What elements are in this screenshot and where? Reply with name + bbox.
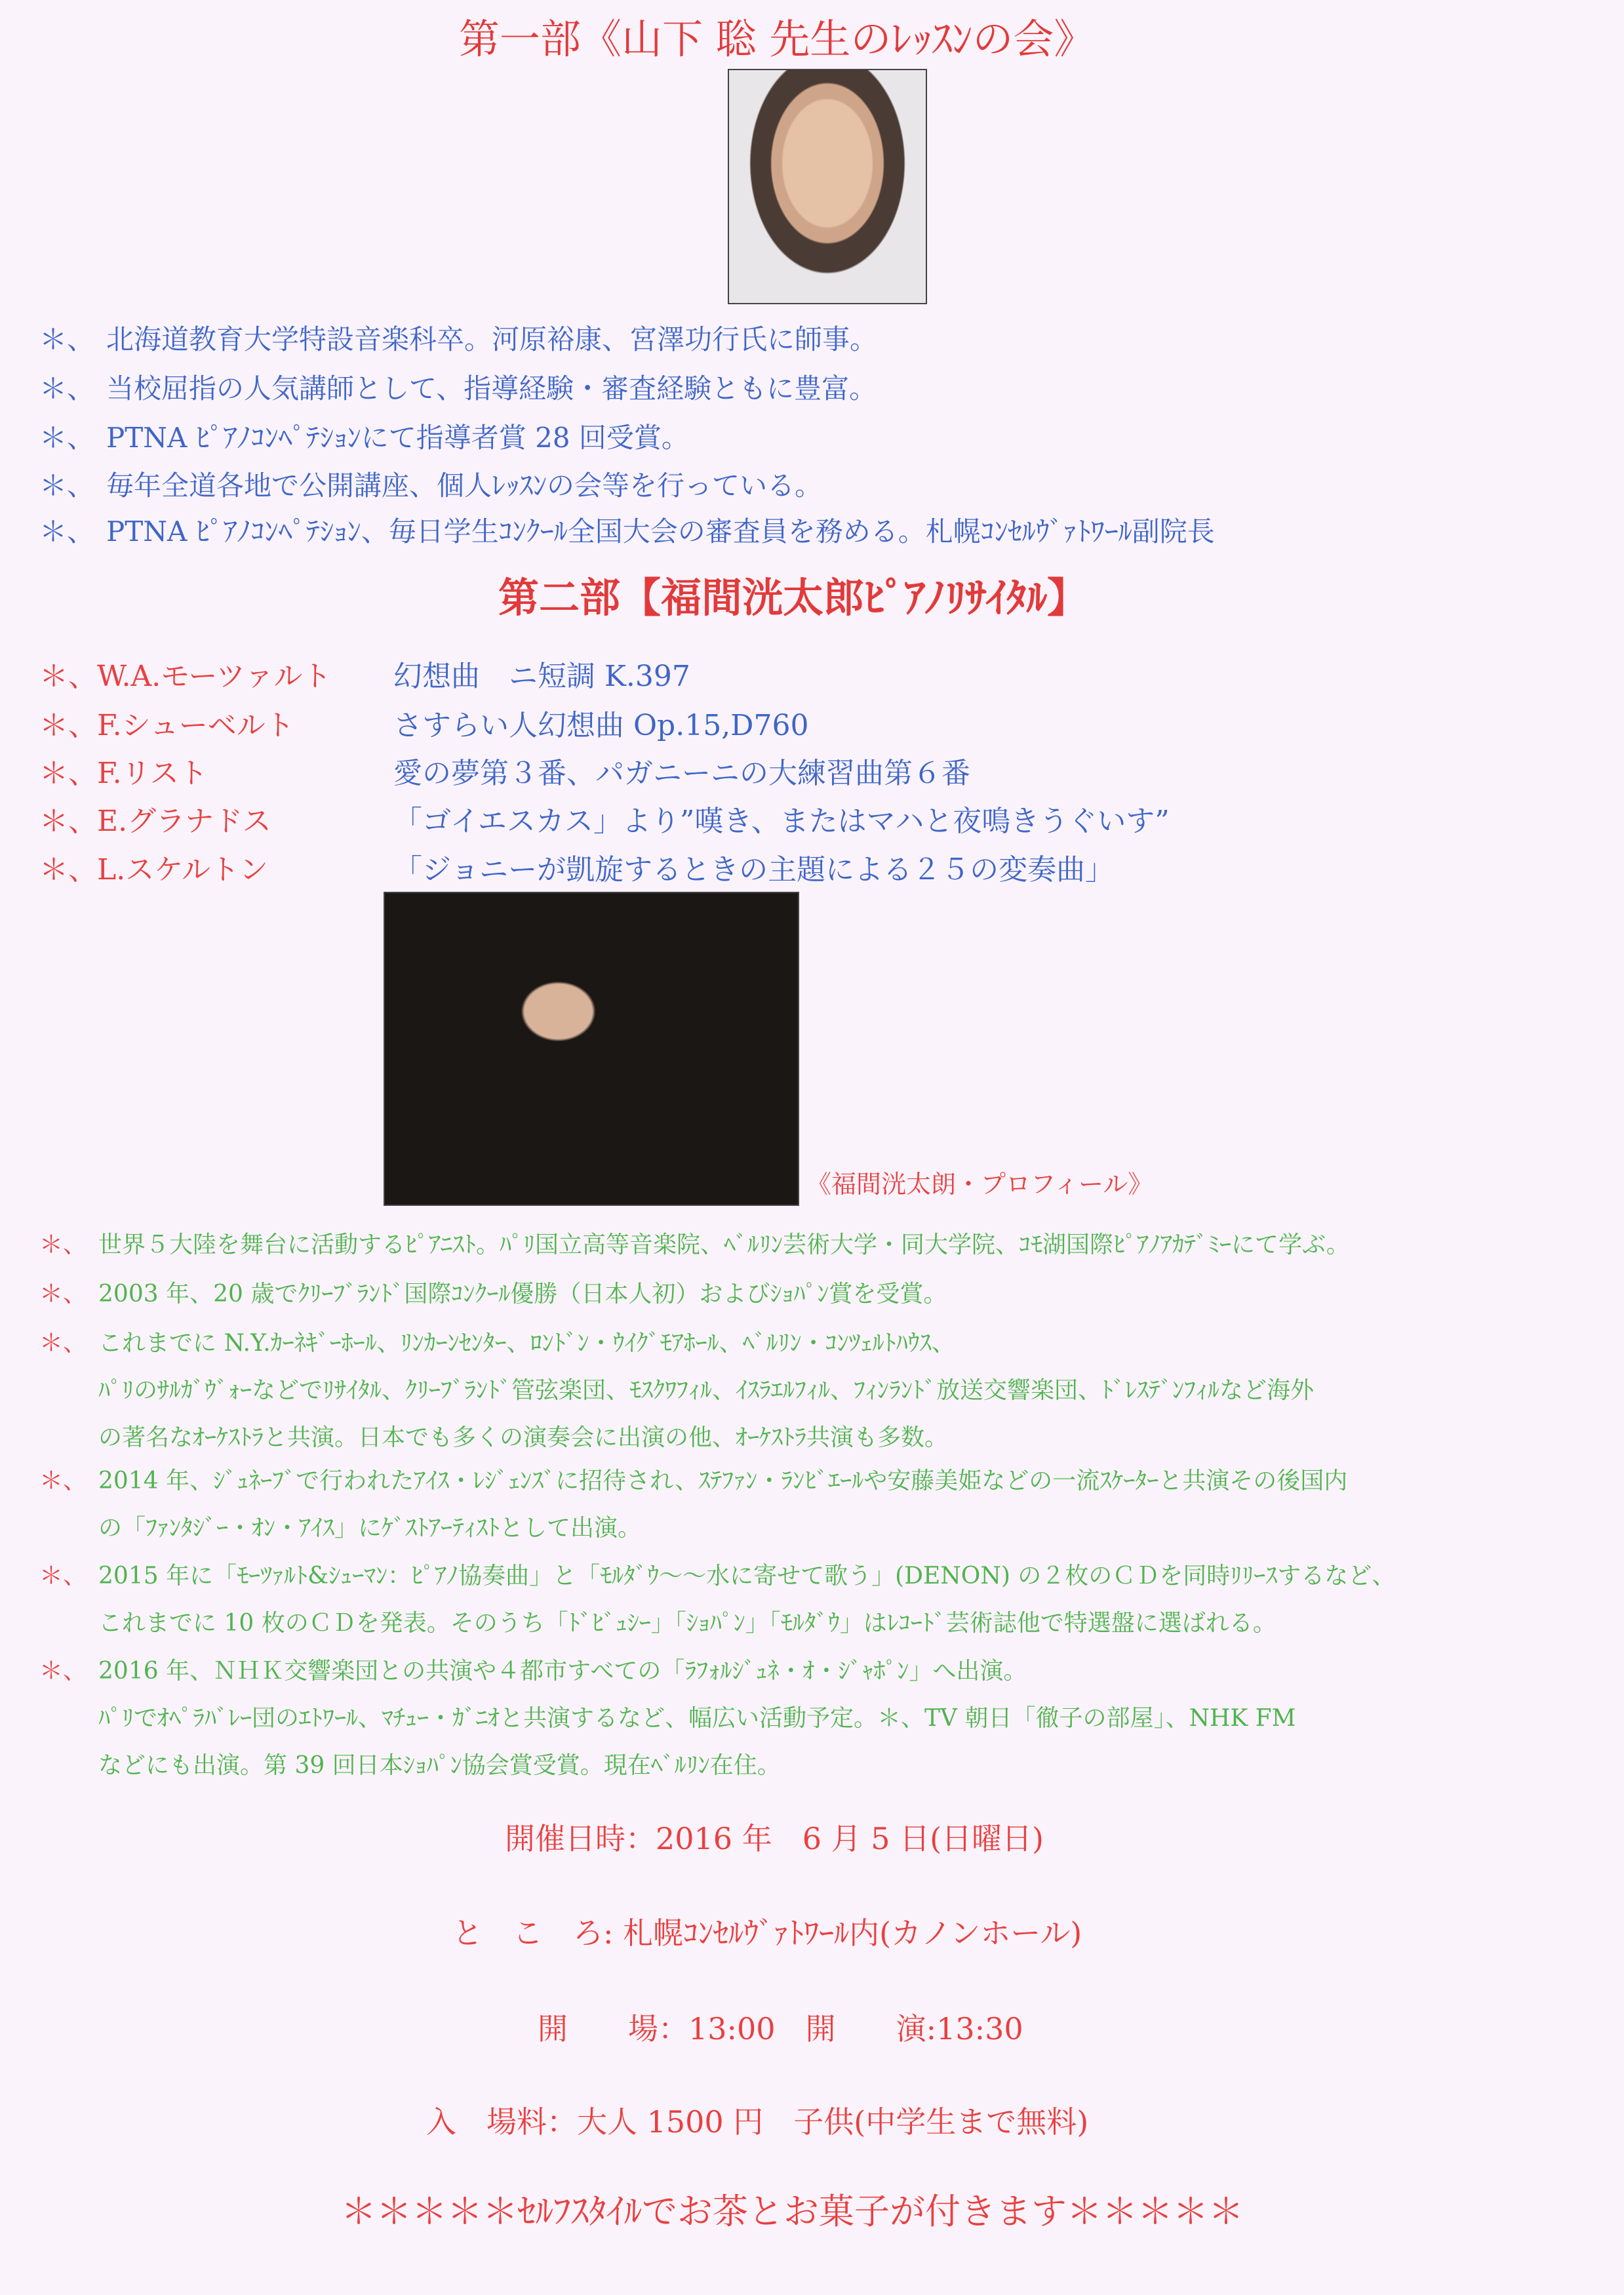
program-row [39, 846, 1114, 888]
profile-line [98, 1747, 781, 1780]
profile-text: これまでに N.Y.ｶｰﾈｷﾞｰﾎｰﾙ、ﾘﾝｶｰﾝｾﾝﾀｰ、ﾛﾝﾄﾞﾝ・ｳｲｸﾞﾓｱﾎｰﾙ、ﾍﾞﾙﾘﾝ・ｺﾝﾂｪﾙﾄﾊｳｽ、 [98, 1330, 955, 1357]
bullet-mark: ＊、 [39, 1467, 87, 1494]
profile-line [39, 1325, 955, 1358]
bullet-text: PTNA ﾋﾟｱﾉｺﾝﾍﾟﾃｼｮﾝ、毎日学生ｺﾝｸｰﾙ全国大会の審査員を務める。札幌ｺﾝｾﾙｳﾞｧﾄﾜｰﾙ副院長 [106, 515, 1215, 548]
profile-line [98, 1700, 1296, 1733]
profile-line [98, 1372, 1314, 1405]
profile-text: これまでに 10 枚のＣＤを発表。そのうち「ﾄﾞﾋﾞｭｼｰ」「ｼｮﾊﾟﾝ」「ﾓﾙﾀﾞｳ」はﾚｺｰﾄﾞ芸術誌他で特選盤に選ばれる。 [98, 1610, 1277, 1637]
bullet-mark: ＊、 [39, 469, 95, 502]
profile-line [39, 1275, 947, 1309]
program-row [39, 652, 690, 694]
program-composer: ＊、F.シューベルト [39, 709, 294, 742]
footer-note: ＊＊＊＊＊ｾﾙﾌｽﾀｲﾙでお茶とお菓子が付きます＊＊＊＊＊ [341, 2191, 1244, 2232]
profile-text: 2003 年、20 歳でｸﾘｰﾌﾞﾗﾝﾄﾞ国際ｺﾝｸｰﾙ優勝（日本人初）およびｼｮﾊﾟﾝ賞を受賞。 [98, 1281, 947, 1307]
bullet-mark: ＊、 [39, 515, 95, 548]
bullet-mark: ＊、 [39, 1231, 87, 1258]
bullet-text: 毎年全道各地で公開講座、個人ﾚｯｽﾝの会等を行っている。 [106, 469, 823, 502]
profile-line [39, 1226, 1350, 1260]
program-work: 「ゴイエスカス」より”嘆き、またはマハと夜鳴きうぐいす” [393, 805, 1170, 838]
part1-bullet [39, 416, 689, 456]
profile-line [39, 1462, 1347, 1496]
bullet-mark: ＊、 [39, 1330, 87, 1357]
bullet-mark: ＊、 [39, 422, 95, 454]
profile-caption: 《福間洸太朗・プロフィール》 [806, 1170, 1153, 1199]
bullet-text: 当校屈指の人気講師として、指導経験・審査経験ともに豊富。 [106, 372, 877, 405]
profile-text: ﾊﾟﾘでｵﾍﾟﾗﾊﾞﾚｰ団のｴﾄﾜｰﾙ、ﾏﾁｭｰ・ｶﾞﾆｵと共演するなど、幅広い活動予定。＊、TV 朝日「徹子の部屋」、NHK FM [98, 1705, 1296, 1732]
event-fee: 入 場料：大人 1500 円 子供(中学生まで無料) [426, 2104, 1089, 2140]
program-work: 幻想曲 ニ短調 K.397 [393, 660, 690, 693]
bullet-mark: ＊、 [39, 1658, 87, 1685]
teacher-photo [728, 69, 927, 304]
profile-text: 2015 年に「ﾓｰﾂｧﾙﾄ&ｼｭｰﾏﾝ：ﾋﾟｱﾉ協奏曲」と「ﾓﾙﾀﾞｳ～～水に寄せて歌う」(DENON) の２枚のＣＤを同時ﾘﾘｰｽするなど、 [98, 1563, 1396, 1589]
program-work: 愛の夢第３番、パガニーニの大練習曲第６番 [393, 757, 970, 790]
part1-bullet [39, 318, 877, 357]
event-place: と こ ろ: 札幌ｺﾝｾﾙｳﾞｧﾄﾜｰﾙ内(カノンホール) [452, 1915, 1082, 1951]
profile-text: などにも出演。第 39 回日本ｼｮﾊﾟﾝ協会賞受賞。現在ﾍﾞﾙﾘﾝ在住。 [98, 1752, 781, 1779]
program-work: 「ジョニーが凱旋するときの主題による２５の変奏曲」 [393, 853, 1115, 887]
program-row [39, 702, 808, 744]
event-times: 開 場：13:00 開 演:13:30 [538, 2011, 1023, 2046]
program-composer: ＊、W.A.モーツァルト [39, 660, 332, 693]
part1-title: 第一部《山下 聡 先生のﾚｯｽﾝの会》 [459, 15, 1095, 63]
profile-text: の「ﾌｧﾝﾀｼﾞｰ・ｵﾝ・ｱｲｽ」にｹﾞｽﾄｱｰﾃｨｽﾄとして出演。 [98, 1515, 642, 1542]
program-composer: ＊、L.スケルトン [39, 853, 269, 887]
profile-line [98, 1509, 641, 1543]
bullet-mark: ＊、 [39, 372, 95, 405]
profile-line [98, 1605, 1277, 1638]
bullet-text: 北海道教育大学特設音楽科卒。河原裕康、宮澤功行氏に師事。 [106, 323, 878, 355]
program-row [39, 797, 1170, 839]
program-composer: ＊、F.リスト [39, 757, 208, 790]
part1-bullet [39, 367, 877, 407]
part1-bullet [39, 464, 822, 504]
pianist-photo [384, 892, 799, 1206]
event-datetime: 開催日時：2016 年 6 月 5 日(日曜日) [505, 1821, 1044, 1856]
profile-text: 2016 年、ＮＨＫ交響楽団との共演や４都市すべての「ﾗﾌｫﾙｼﾞｭﾈ・ｵ・ｼﾞｬﾎﾟﾝ」へ出演。 [98, 1658, 1027, 1685]
program-composer: ＊、E.グラナドス [39, 805, 271, 838]
profile-line [39, 1557, 1395, 1591]
program-work: さすらい人幻想曲 Op.15,D760 [393, 709, 809, 742]
bullet-text: PTNA ﾋﾟｱﾉｺﾝﾍﾟﾃｼｮﾝにて指導者賞 28 回受賞。 [106, 422, 689, 454]
profile-text: 2014 年、ｼﾞｭﾈｰﾌﾞで行われたｱｲｽ・ﾚｼﾞｪﾝｽﾞに招待され、ｽﾃﾌｧﾝ・ﾗﾝﾋﾞｴｰﾙや安藤美姫などの一流ｽｹｰﾀｰと共演その後国内 [98, 1467, 1348, 1494]
part1-bullet [39, 510, 1215, 549]
bullet-mark: ＊、 [39, 323, 95, 355]
bullet-mark: ＊、 [39, 1563, 87, 1589]
profile-text: ﾊﾟﾘのｻﾙｶﾞｳﾞｫｰなどでﾘｻｲﾀﾙ、ｸﾘｰﾌﾞﾗﾝﾄﾞ管弦楽団、ﾓｽｸﾜﾌｨﾙ、ｲｽﾗｴﾙﾌｨﾙ、ﾌｨﾝﾗﾝﾄﾞ放送交響楽団、ﾄﾞﾚｽﾃﾞﾝﾌｨﾙなど海外 [98, 1377, 1315, 1404]
profile-line [98, 1419, 948, 1452]
profile-line [39, 1652, 1027, 1686]
profile-text: 世界５大陸を舞台に活動するﾋﾟｱﾆｽﾄ。ﾊﾟﾘ国立高等音楽院、ﾍﾞﾙﾘﾝ芸術大学・同大学院、ｺﾓ湖国際ﾋﾟｱﾉｱｶﾃﾞﾐｰにて学ぶ。 [98, 1231, 1350, 1258]
part2-title: 第二部【福間洸太郎ﾋﾟｱﾉﾘｻｲﾀﾙ】 [498, 574, 1088, 622]
profile-text: の著名なｵｰｹｽﾄﾗと共演。日本でも多くの演奏会に出演の他、ｵｰｹｽﾄﾗ共演も多数。 [98, 1424, 949, 1451]
bullet-mark: ＊、 [39, 1281, 87, 1307]
program-row [39, 749, 970, 791]
